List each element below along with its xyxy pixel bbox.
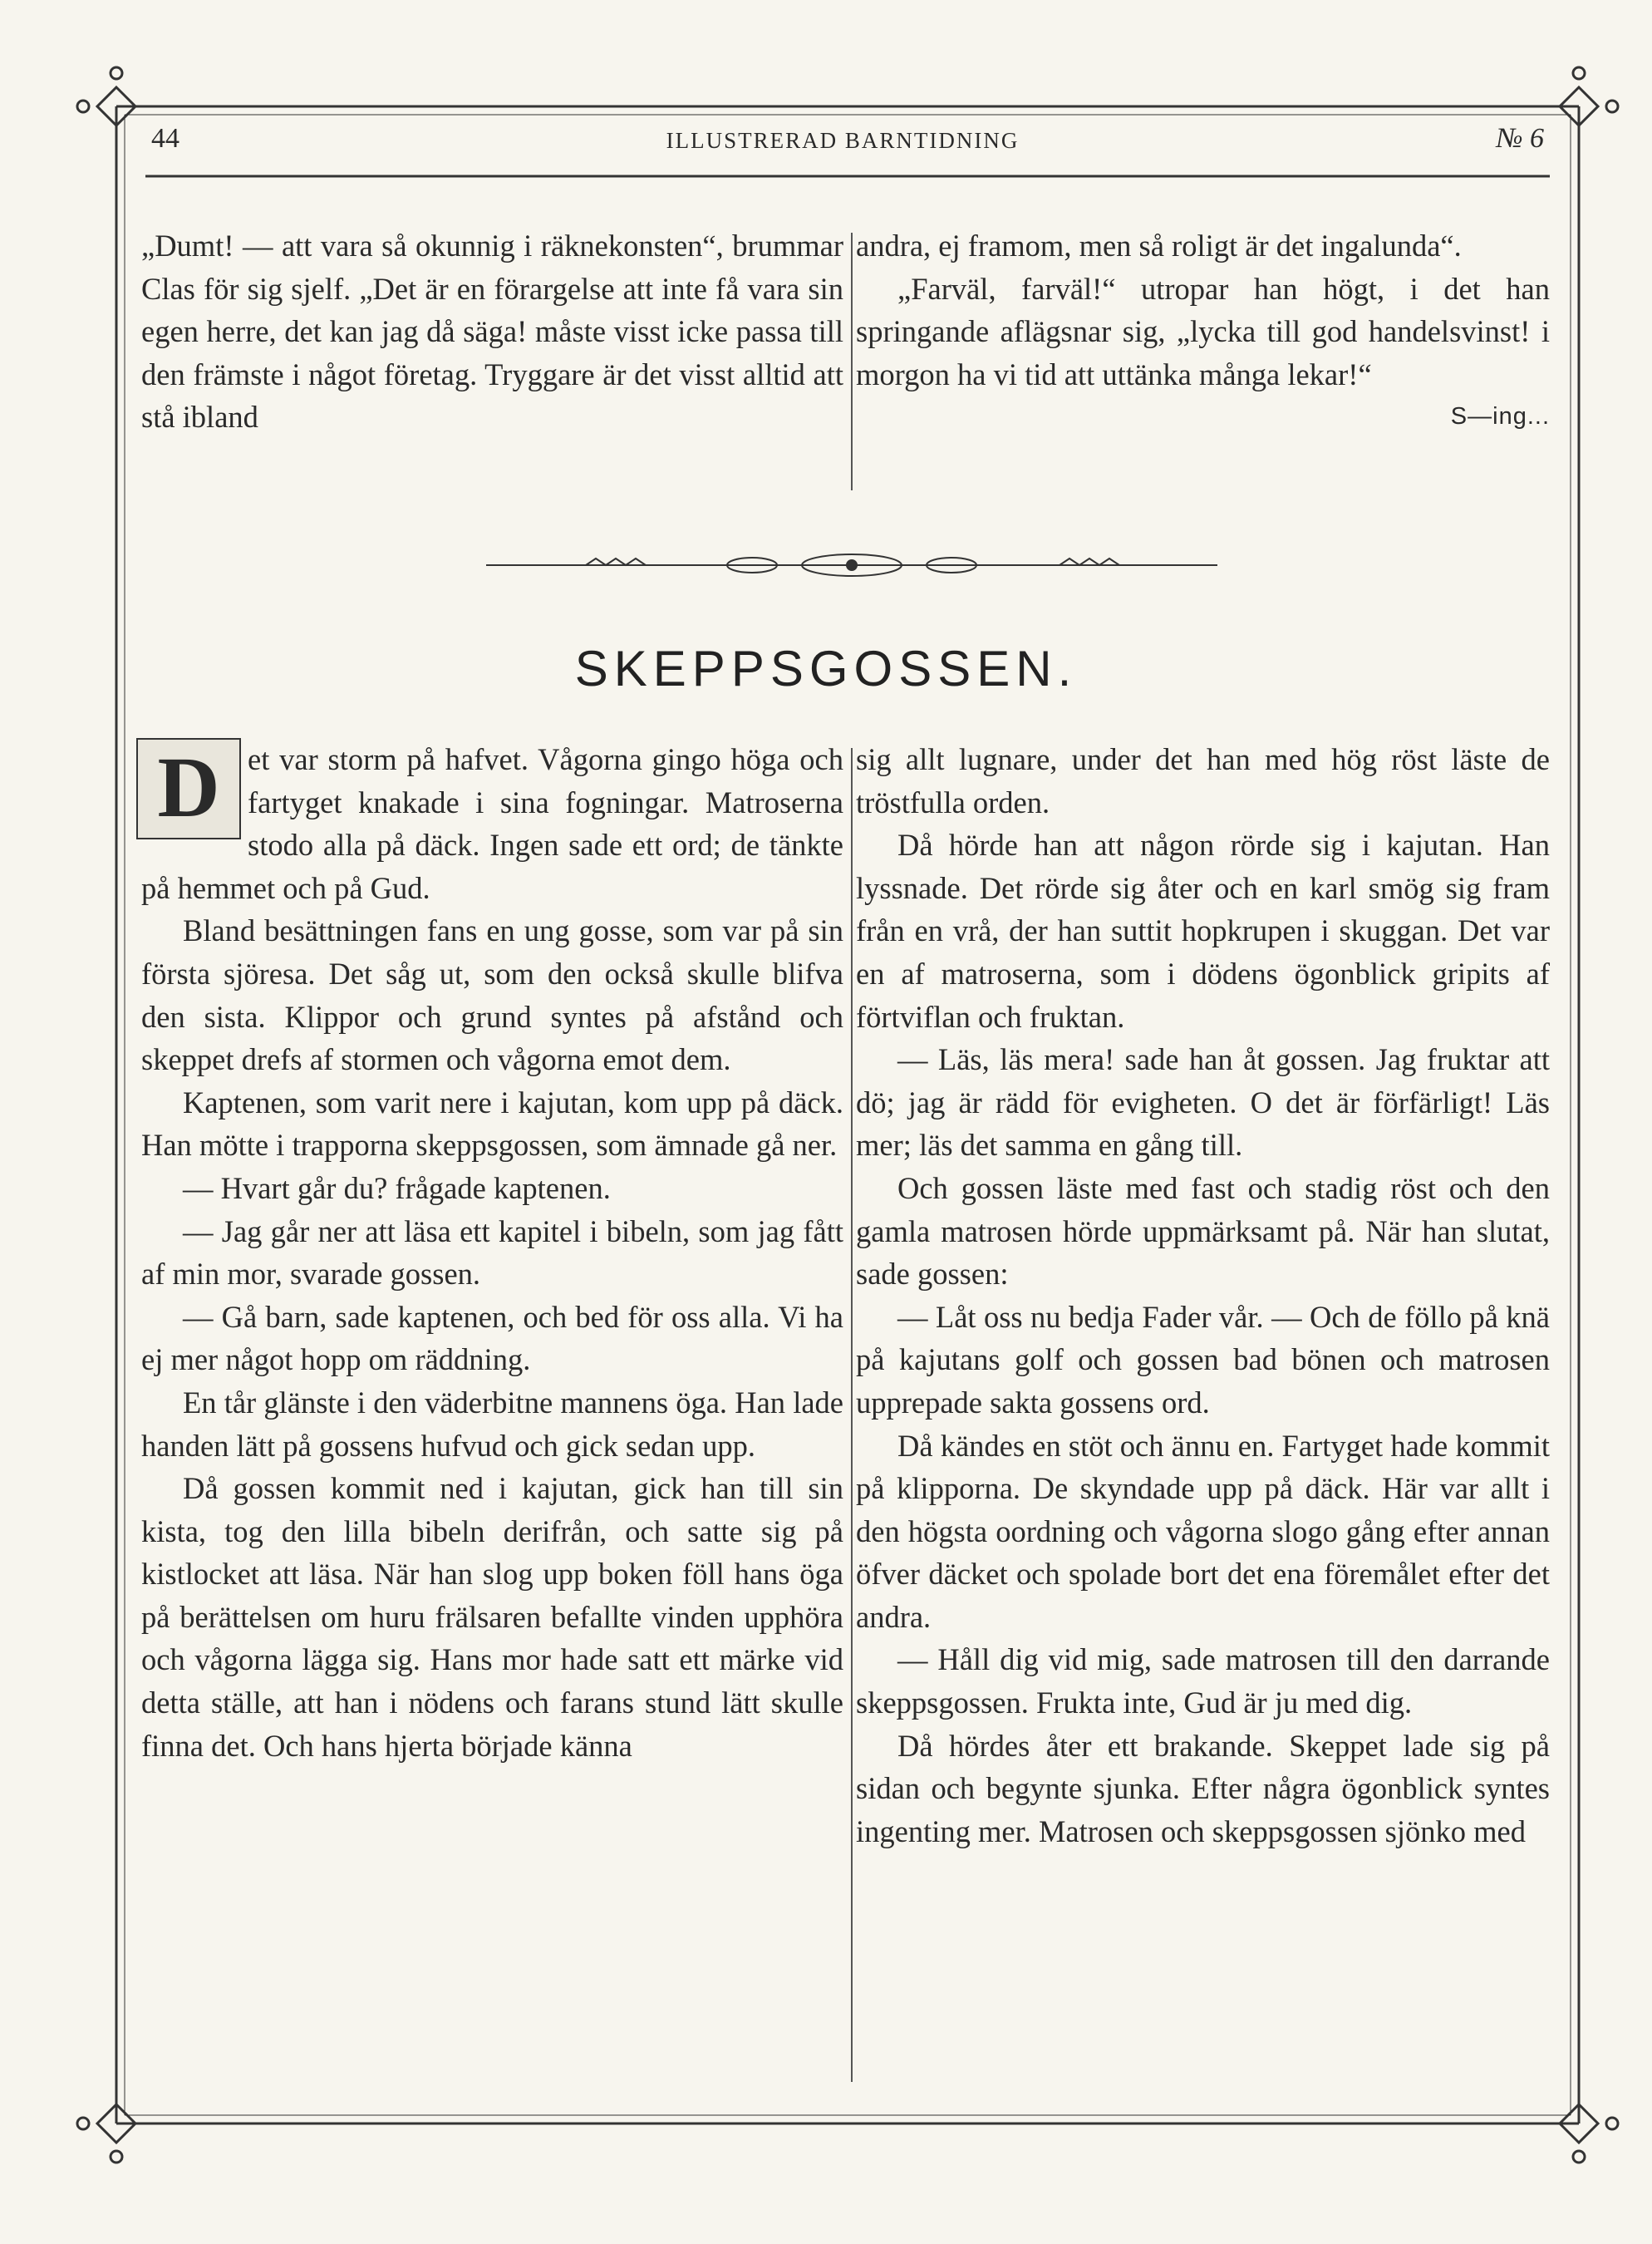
- author-signature: S—ing...: [1450, 403, 1550, 431]
- paragraph: Då gossen kommit ned i kajutan, gick han till sin kista, tog den lilla bibeln derifrån, och satte sig på kistlocket att läsa. När han slog upp boken föll hans öga på berättelsen om huru frälsaren befallte vinden upphöra och vågorna lägga sig. Hans mor hade satt ett märke vid detta ställe, att han i nödens och farans stund lätt skulle finna det. Och hans hjerta började känna: [141, 1471, 843, 1763]
- paragraph: — Läs, läs mera! sade han åt gossen. Jag fruktar att dö; jag är rädd för evigheten. O det är förfärligt! Läs mer; läs det samma en gång till.: [856, 1042, 1550, 1163]
- paragraph: D et var storm på hafvet. Vågorna gingo höga och fartyget knakade i sina fogningar. Matroserna stodo alla på däck. Ingen sade ett ord; de tänkte på hemmet och på Gud.: [141, 738, 843, 909]
- page-header: [141, 123, 1544, 165]
- paragraph: sig allt lugnare, under det han med hög röst läste de tröstfulla orden.: [856, 742, 1550, 819]
- top-left-column: [141, 224, 843, 439]
- paragraph: — Håll dig vid mig, sade matrosen till den darrande skeppsgossen. Frukta inte, Gud är ju med dig.: [856, 1642, 1550, 1720]
- page-number: 44: [151, 123, 179, 154]
- drop-cap: D: [136, 738, 241, 839]
- paragraph: — Jag går ner att läsa ett kapitel i bibeln, som jag fått af min mor, svarade gossen.: [141, 1213, 843, 1292]
- paragraph: „Farväl, farväl!“ utropar han högt, i det han springande aflägsnar sig, „lycka till god handelsvinst! i morgon ha vi tid att uttänka många lekar!“: [856, 271, 1550, 391]
- paragraph: Då hördes åter ett brakande. Skeppet lade sig på sidan och begynte sjunka. Efter några ögonblick syntes ingenting mer. Matrosen och skeppsgossen sjönko med: [856, 1728, 1550, 1848]
- story-right-column: [856, 738, 1550, 1853]
- column-divider: [851, 233, 853, 490]
- story-left-column: [141, 738, 843, 1767]
- journal-title: ILLUSTRERAD BARNTIDNING: [666, 128, 1020, 153]
- paragraph: Då hörde han att någon rörde sig i kajutan. Han lyssnade. Det rörde sig åter och en karl smög sig fram från en vrå, der han suttit hopkrupen i skuggan. Det var en af matroserna, som i dödens ögonblick gripits af förtviflan och fruktan.: [856, 828, 1550, 1034]
- paragraph: Bland besättningen fans en ung gosse, som var på sin första sjöresa. Det såg ut, som den också skulle blifva den sista. Klippor och grund syntes på afstånd och skeppet drefs af stormen och vågorna emot dem.: [141, 913, 843, 1077]
- story-title: SKEPPSGOSSEN.: [574, 641, 1078, 696]
- ornamental-divider: [486, 544, 1217, 586]
- paragraph: En tår glänste i den väderbitne mannens öga. Han lade handen lätt på gossens hufvud och gick sedan upp.: [141, 1385, 843, 1463]
- issue-number: № 6: [1496, 123, 1544, 154]
- column-divider: [851, 748, 853, 2082]
- paragraph: — Gå barn, sade kaptenen, och bed för oss alla. Vi ha ej mer något hopp om räddning.: [141, 1299, 843, 1377]
- paragraph: Då kändes en stöt och ännu en. Fartyget hade kommit på klipporna. De skyndade upp på däck. Här var allt i den högsta oordning och vågorna slogo gång efter annan öfver däcket och spolade bort det ena föremålet efter det andra.: [856, 1428, 1550, 1634]
- paragraph: — Låt oss nu bedja Fader vår. — Och de föllo på knä på kajutans golf och gossen bad bönen och matrosen upprepade sakta gossens ord.: [856, 1299, 1550, 1420]
- paragraph: andra, ej framom, men så roligt är det ingalunda“.: [856, 229, 1462, 263]
- top-right-column: [856, 224, 1550, 439]
- paragraph: „Dumt! — att vara så okunnig i räknekonsten“, brummar Clas för sig sjelf. „Det är en förargelse att inte få vara sin egen herre, det kan jag då säga! måste visst icke passa till den främste i något företag. Tryggare är det visst alltid att stå ibland: [141, 229, 843, 435]
- paragraph: Kaptenen, som varit nere i kajutan, kom upp på däck. Han mötte i trapporna skeppsgossen, som ämnade gå ner.: [141, 1085, 843, 1163]
- paragraph: Och gossen läste med fast och stadig röst och den gamla matrosen hörde uppmärksamt på. När han slutat, sade gossen:: [856, 1170, 1550, 1292]
- paragraph: — Hvart går du? frågade kaptenen.: [183, 1170, 611, 1205]
